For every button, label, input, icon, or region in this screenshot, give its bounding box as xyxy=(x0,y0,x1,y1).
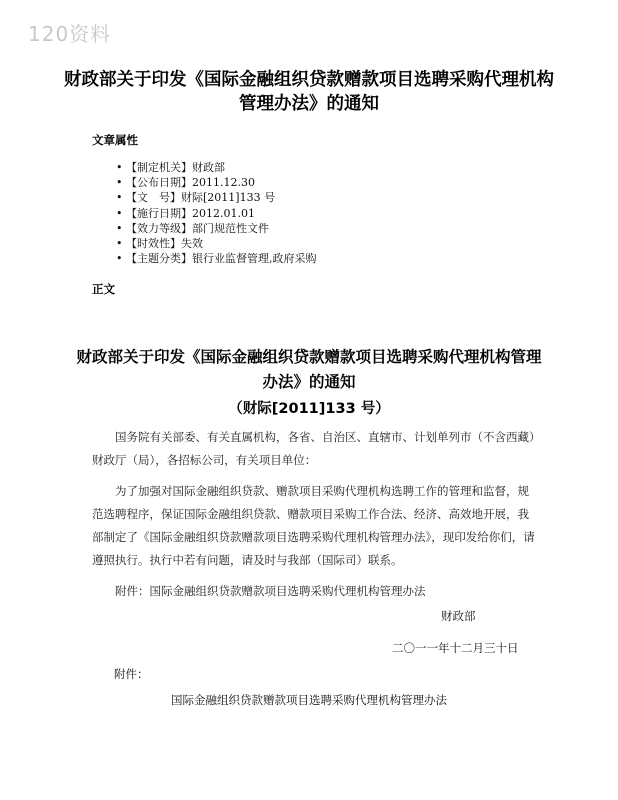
bullet-icon: • xyxy=(116,176,123,190)
bullet-icon: • xyxy=(116,206,123,220)
addressee-paragraph: 国务院有关部委、有关直属机构，各省、自治区、直辖市、计划单列市（不含西藏）财政厅（局），各招标公司，有关项目单位： xyxy=(92,430,535,467)
bullet-icon: • xyxy=(116,252,123,266)
attribute-label: 【主题分类】 xyxy=(126,252,192,266)
body-paragraph: 为了加强对国际金融组织贷款、赠款项目采购代理机构选聘工作的管理和监督，规范选聘程序，保证国际金融组织贷款、赠款项目采购工作合法、经济、高效地开展，我部制定了《国际金融组织贷款赠款项目选聘采购代理机构管理办法》，现印发给你们，请遵照执行。执行中若有问题，请及时与我部（国际司）联系。 xyxy=(92,484,535,567)
attribute-value: 失效 xyxy=(181,237,203,251)
attribute-label: 【时效性】 xyxy=(126,237,181,251)
attribute-value: 2011.12.30 xyxy=(192,176,255,190)
bullet-icon: • xyxy=(116,237,123,251)
body-heading: 正文 xyxy=(92,282,115,296)
attribute-item xyxy=(116,251,317,266)
attribute-value: 部门规范性文件 xyxy=(192,221,269,235)
attachment-note: 附件：国际金融组织贷款赠款项目选聘采购代理机构管理办法 xyxy=(115,584,426,598)
attachment-label: 附件： xyxy=(114,667,149,681)
attribute-label: 【效力等级】 xyxy=(126,221,192,235)
signature-organization: 财政部 xyxy=(441,609,476,623)
attribute-item xyxy=(116,236,317,251)
watermark-logo: 120资料 xyxy=(28,22,112,46)
attribute-label: 【施行日期】 xyxy=(126,206,192,220)
attribute-item xyxy=(116,175,317,190)
attribute-item xyxy=(116,160,317,175)
signature-date: 二〇一一年十二月三十日 xyxy=(392,641,519,655)
attribute-value: 2012.01.01 xyxy=(192,206,255,220)
attribute-label: 【制定机关】 xyxy=(126,161,192,174)
attribute-label: 【文 号】 xyxy=(126,191,181,205)
attribute-label: 【公布日期】 xyxy=(126,176,192,190)
attachment-title: 国际金融组织贷款赠款项目选聘采购代理机构管理办法 xyxy=(171,693,447,707)
attribute-item xyxy=(116,206,317,221)
attribute-item xyxy=(116,190,317,205)
bullet-icon: • xyxy=(116,161,123,174)
attributes-heading: 文章属性 xyxy=(92,133,138,147)
page-title: 财政部关于印发《国际金融组织贷款赠款项目选聘采购代理机构管理办法》的通知 xyxy=(64,70,554,114)
attribute-value: 财政部 xyxy=(192,161,225,174)
document-number: （财际[2011]133 号） xyxy=(228,401,390,417)
attribute-value: 财际[2011]133 号 xyxy=(181,191,276,205)
bullet-icon: • xyxy=(116,191,123,205)
document-title: 财政部关于印发《国际金融组织贷款赠款项目选聘采购代理机构管理办法》的通知 xyxy=(76,348,542,391)
bullet-icon: • xyxy=(116,221,123,235)
attribute-value: 银行业监督管理,政府采购 xyxy=(192,252,317,266)
attribute-item xyxy=(116,221,317,236)
attributes-list xyxy=(116,160,317,266)
